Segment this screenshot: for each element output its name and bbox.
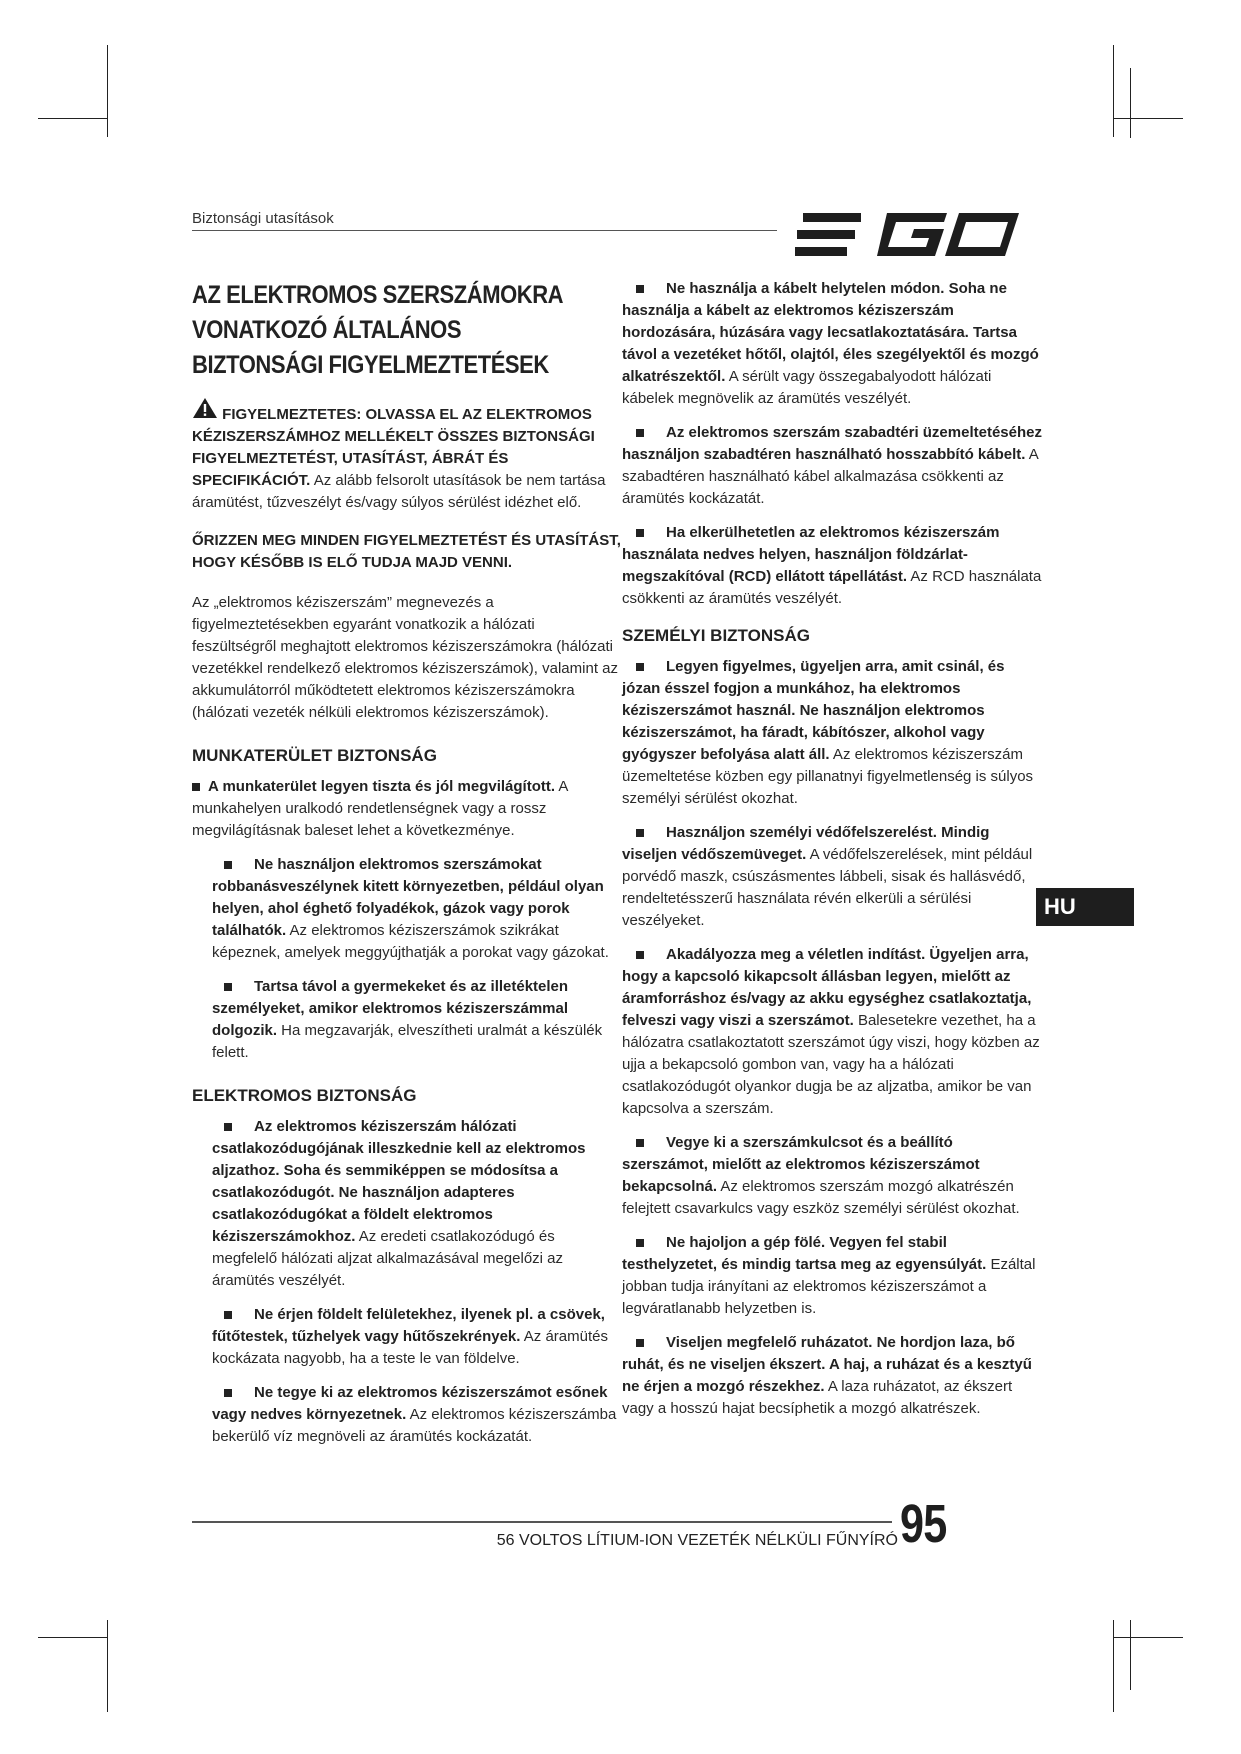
item-bold-text: Az elektromos kéziszerszám hálózati csatlakozódugójának illeszkednie kell az elektromos aljzathoz. Soha és semmiképpen se módosítsa a csatlakozódugót. Ne használjon adapteres csatlakozódugókat a földelt elektromos kéziszerszámokhoz. [212,1118,586,1245]
item-text: A védőfelszerelések, mint például porvédő maszk, csúszásmentes lábbeli, sisak és hallásvédő, rendeltetésszerű használata révén elkerüli a sérülési veszélyeket. [622,846,1033,929]
list-item [192,1304,622,1370]
ego-logo [795,205,1025,265]
list-item [622,822,1042,932]
bullet-icon [636,429,644,437]
item-bold-text: Az elektromos szerszám szabadtéri üzemeltetéséhez használjon szabadtéren használható hosszabbító kábelt. [622,424,1042,463]
crop-mark [107,1620,108,1712]
left-column [192,278,622,1460]
crop-mark [1130,1620,1131,1690]
bullet-icon [636,951,644,959]
item-bold-text: Használjon személyi védőfelszerelést. Mindig viseljen védőszemüveget. [622,824,990,863]
header-label: Biztonsági utasítások [192,210,334,227]
list-item [622,1332,1042,1420]
item-bold-text: Ha elkerülhetetlen az elektromos kéziszerszám használata nedves helyen, használjon földzárlat-megszakítóval (RCD) ellátott tápellátást. [622,524,1000,585]
section-title-electrical: ELEKTROMOS BIZTONSÁG [192,1086,417,1105]
list-item [192,1382,622,1448]
item-text: Ezáltal jobban tudja irányítani az elektromos kéziszerszámot a legváratlanabb helyzetben is. [622,1256,1036,1317]
intro-paragraph: Az „elektromos kéziszerszám” megnevezés a figyelmeztetésekben egyaránt vonatkozik a hálózati feszültségről meghajtott elektromos kéziszerszámokra (hálózati vezetékkel rendelkező elektromos kéziszerszámok), valamint az akkumulátorról működtetett elektromos kéziszerszámokra (hálózati vezeték nélküli elektromos kéziszerszámok). [192,594,618,721]
list-item [622,1132,1042,1220]
list-item [622,522,1042,610]
right-column [622,278,1042,1432]
section-title-work-area: MUNKATERÜLET BIZTONSÁG [192,746,437,765]
crop-mark [1113,45,1114,137]
bullet-icon [224,861,232,869]
bullet-icon [224,1389,232,1397]
item-text: A munkahelyen uralkodó rendetlenségnek vagy a rossz megvilágításnak baleset lehet a következménye. [192,778,568,839]
item-bold-text: Ne használjon elektromos szerszámokat robbanásveszélynek kitett környezetben, például olyan helyen, ahol éghető folyadékok, gázok vagy porok találhatók. [212,856,604,939]
list-item [622,944,1042,1120]
item-bold-text: Vegye ki a szerszámkulcsot és a beállító szerszámot, mielőtt az elektromos kéziszerszámot bekapcsolná. [622,1134,980,1195]
item-bold-text: Legyen figyelmes, ügyeljen arra, amit csinál, és józan ésszel fogjon a munkához, ha elektromos kéziszerszámot használ. Ne használjon elektromos kéziszerszámot, ha fáradt, kábítószer, alkohol vagy gyógyszer befolyása alatt áll. [622,658,1005,763]
bullet-icon [224,983,232,991]
warning-head: FIGYELMEZTETES: OLVASSA EL AZ ELEKTROMOS KÉZISZERSZÁMHOZ MELLÉKELT ÖSSZES BIZTONSÁGI FIGYELMEZTETÉST, UTASÍTÁST, ÁBRÁT ÉS SPECIFIKÁCIÓT. [192,406,595,489]
item-text: Az elektromos kéziszerszámok szikrákat képeznek, amelyek meggyújthatják a porokat vagy gázokat. [212,922,609,961]
item-text: A laza ruházatot, az ékszert vagy a hosszú hajat becsíphetik a mozgó alkatrészek. [622,1378,1013,1417]
item-text: Az RCD használata csökkenti az áramütés veszélyét. [622,568,1042,607]
list-item [192,854,622,964]
main-title: AZ ELEKTROMOS SZERSZÁMOKRA VONATKOZÓ ÁLTALÁNOS BIZTONSÁGI FIGYELMEZTETÉSEK [192,281,563,379]
item-bold-text: Tartsa távol a gyermekeket és az illetéktelen személyeket, amikor elektromos kéziszerszámmal dolgozik. [212,978,569,1039]
bullet-icon [636,1139,644,1147]
item-text: Balesetekre vezethet, ha a hálózatra csatlakoztatott szerszámot úgy viszi, hogy közben az ujja a bekapcsoló gombon van, vagy ha a hálózati csatlakozódugót olyankor dugja be az aljzatba, amikor be van kapcsolva a szerszám. [622,1012,1040,1117]
item-bold-text: Viseljen megfelelő ruházatot. Ne hordjon laza, bő ruhát, és ne viseljen ékszert. A haj, a ruházat és a kesztyű ne érjen a mozgó részekhez. [622,1334,1032,1395]
item-bold-text: Ne hajoljon a gép fölé. Vegyen fel stabil testhelyzetet, és mindig tartsa meg az egyensúlyát. [622,1234,987,1273]
crop-mark [107,45,108,137]
item-text: Az áramütés kockázata nagyobb, ha a teste le van földelve. [212,1328,608,1367]
crop-mark [1113,1620,1114,1712]
item-bold-text: Ne tegye ki az elektromos kéziszerszámot esőnek vagy nedves környezetnek. [212,1384,608,1423]
list-item [622,656,1042,810]
item-bold-text: Ne érjen földelt felületekhez, ilyenek pl. a csövek, fűtőtestek, tűzhelyek vagy hűtőszekrények. [212,1306,605,1345]
section-title-personal: SZEMÉLYI BIZTONSÁG [622,626,810,645]
crop-mark [1113,1637,1183,1638]
bullet-icon [224,1311,232,1319]
item-text: Az elektromos szerszám mozgó alkatrészén felejtett csavarkulcs vagy eszköz személyi sérülést okozhat. [622,1178,1020,1217]
item-bold-text: Akadályozza meg a véletlen indítást. Ügyeljen arra, hogy a kapcsoló kikapcsolt állásban legyen, mielőtt az áramforráshoz és/vagy az akku egységhez csatlakoztatja, felveszi vagy viszi a szerszámot. [622,946,1032,1029]
bullet-icon [192,783,200,791]
list-item [622,1232,1042,1320]
list-item [192,1116,622,1292]
page-number: 95 [900,1494,947,1554]
bullet-icon [636,1339,644,1347]
bullet-icon [636,285,644,293]
list-item [192,976,622,1064]
list-item [622,278,1042,410]
list-item [192,776,622,842]
item-text: Az eredeti csatlakozódugó és megfelelő hálózati aljzat alkalmazásával megelőzi az áramütés veszélyét. [212,1228,564,1289]
warning-text: Az alább felsorolt utasítások be nem tartása áramütést, tűzveszélyt és/vagy súlyos sérülést idézhet elő. [192,472,606,511]
header-rule [192,230,777,231]
warning-block [192,397,622,514]
item-text: A sérült vagy összegabalyodott hálózati kábelek megnövelik az áramütés veszélyét. [622,368,992,407]
footer-rule [192,1521,892,1523]
list-item [622,422,1042,510]
bullet-icon [636,829,644,837]
language-tab: HU [1036,888,1134,926]
item-text: A szabadtéren használható kábel alkalmazása csökkenti az áramütés kockázatát. [622,446,1038,507]
crop-mark [38,1637,108,1638]
keep-instructions: ŐRIZZEN MEG MINDEN FIGYELMEZTETÉST ÉS UTASÍTÁST, HOGY KÉSŐBB IS ELŐ TUDJA MAJD VENNI. [192,532,621,571]
bullet-icon [224,1123,232,1131]
item-bold-text: Ne használja a kábelt helytelen módon. Soha ne használja a kábelt az elektromos kéziszerszám hordozására, húzására vagy lecsatlakoztatására. Tartsa távol a vezetéket hőtől, olajtól, éles szegélyektől és mozgó alkatrészektől. [622,280,1039,385]
warning-triangle-icon [192,397,218,419]
crop-mark [1113,118,1183,119]
bullet-icon [636,1239,644,1247]
crop-mark [38,118,108,119]
item-text: Az elektromos kéziszerszámba bekerülő víz megnöveli az áramütés kockázatát. [212,1406,617,1445]
item-text: Ha megzavarják, elveszítheti uralmát a készülék felett. [212,1022,603,1061]
crop-mark [1130,68,1131,138]
footer-text: 56 VOLTOS LÍTIUM-ION VEZETÉK NÉLKÜLI FŰNYÍRÓ [496,1532,898,1549]
item-text: Az elektromos kéziszerszám üzemeltetése közben egy pillanatnyi figyelmetlenség is súlyos személyi sérülést okozhat. [622,746,1034,807]
item-bold-text: A munkaterület legyen tiszta és jól megvilágított. [208,778,556,795]
bullet-icon [636,529,644,537]
bullet-icon [636,663,644,671]
